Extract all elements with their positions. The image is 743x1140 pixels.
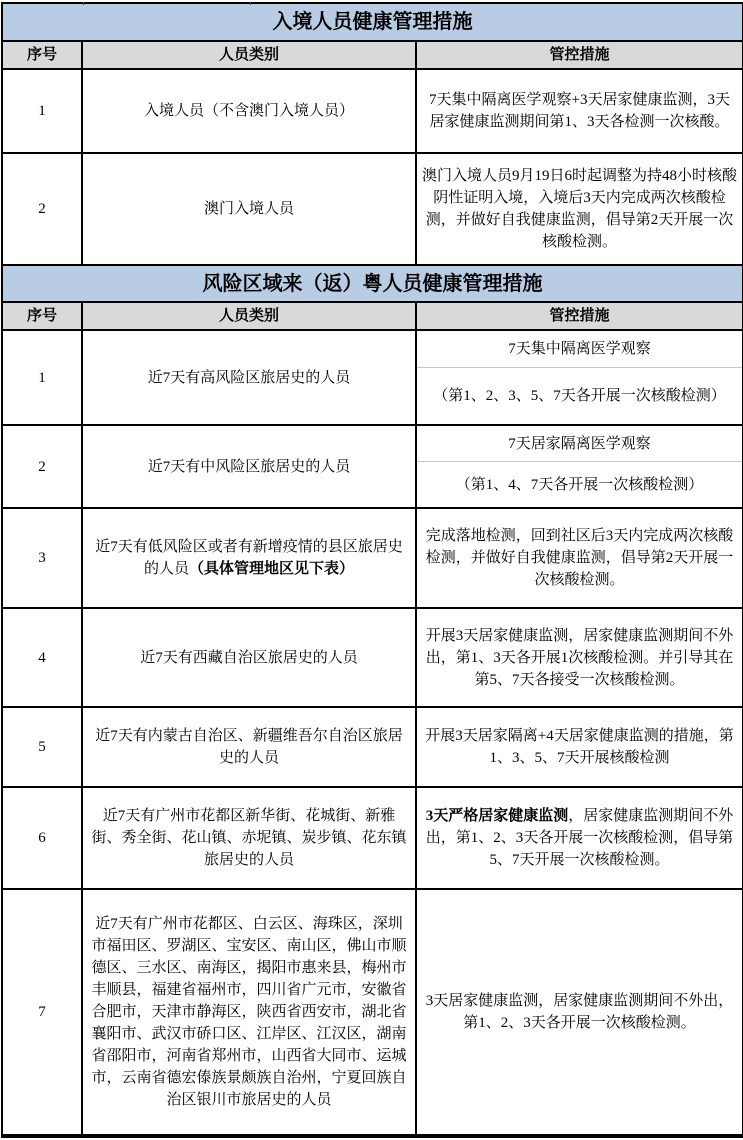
section-2-header-category: 人员类别 bbox=[82, 302, 416, 330]
health-measures-table bbox=[1, 2, 743, 1138]
table-row bbox=[2, 330, 743, 425]
section-2-header-measure: 管控措施 bbox=[416, 302, 743, 330]
table-row bbox=[2, 153, 743, 265]
measure-detail: （第1、4、7天各开展一次核酸检测） bbox=[455, 476, 704, 493]
section-2-title: 风险区域来（返）粤人员健康管理措施 bbox=[2, 265, 743, 302]
measure-primary: 7天集中隔离医学观察 bbox=[417, 331, 742, 368]
page bbox=[0, 2, 743, 1140]
measure-detail: （第1、2、3、5、7天各开展一次核酸检测） bbox=[433, 388, 726, 404]
cell-measure: 开展3天居家健康监测，居家健康监测期间不外出，第1、3天各开展1次核酸检测。并引导其在第5、7天各接受一次核酸检测。 bbox=[416, 608, 743, 707]
cell-index: 1 bbox=[2, 330, 82, 425]
cell-index: 2 bbox=[2, 153, 82, 265]
section-2-header-index: 序号 bbox=[2, 302, 82, 330]
cell-measure bbox=[416, 425, 743, 508]
cell-category: 入境人员（不含澳门入境人员） bbox=[82, 69, 416, 153]
cell-category: 近7天有高风险区旅居史的人员 bbox=[82, 330, 416, 425]
section-1-title: 入境人员健康管理措施 bbox=[2, 3, 743, 41]
table-row bbox=[2, 425, 743, 508]
table-row bbox=[2, 787, 743, 889]
gridline-remnant bbox=[83, 2, 84, 5]
cell-measure: 开展3天居家隔离+4天居家健康监测的措施，第1、3、5、7天开展核酸检测 bbox=[416, 707, 743, 787]
cell-category bbox=[82, 508, 416, 608]
cell-index: 7 bbox=[2, 889, 82, 1136]
cell-category: 澳门入境人员 bbox=[82, 153, 416, 265]
category-text: 近7天有低风险区或者有新增疫情的县区旅居史的人员 bbox=[95, 539, 403, 577]
cell-index: 1 bbox=[2, 69, 82, 153]
section-1-header-measure: 管控措施 bbox=[416, 41, 743, 69]
cell-category: 近7天有内蒙古自治区、新疆维吾尔自治区旅居史的人员 bbox=[82, 707, 416, 787]
cell-measure bbox=[416, 787, 743, 889]
cell-measure: 澳门入境人员9月19日6时起调整为持48小时核酸阴性证明入境，入境后3天内完成两次核酸检测，并做好自我健康监测，倡导第2天开展一次核酸检测。 bbox=[416, 153, 743, 265]
cell-category: 近7天有中风险区旅居史的人员 bbox=[82, 425, 416, 508]
section-1-header-index: 序号 bbox=[2, 41, 82, 69]
cell-index: 4 bbox=[2, 608, 82, 707]
measure-text: ，居家健康监测期间不外出，第1、2、3天各开展一次核酸检测，倡导第5、7天开展一次核酸检测。 bbox=[425, 808, 734, 868]
cell-index: 5 bbox=[2, 707, 82, 787]
cell-category: 近7天有广州市花都区、白云区、海珠区，深圳市福田区、罗湖区、宝安区、南山区，佛山市顺德区、三水区、南海区，揭阳市惠来县，梅州市丰顺县，福建省福州市，四川省广元市，安徽省合肥市，天津市静海区，陕西省西安市，湖北省襄阳市、武汉市硚口区、江岸区、江汉区，湖南省邵阳市，河南省郑州市，山西省大同市、运城市，云南省德宏傣族景颇族自治州，宁夏回族自治区银川市旅居史的人员 bbox=[82, 889, 416, 1136]
category-bold-note: （具体管理地区见下表） bbox=[189, 561, 355, 577]
cell-measure: 7天集中隔离医学观察+3天居家健康监测，3天居家健康监测期间第1、3天各检测一次核酸。 bbox=[416, 69, 743, 153]
table-row bbox=[2, 508, 743, 608]
table-row bbox=[2, 889, 743, 1136]
cell-index: 6 bbox=[2, 787, 82, 889]
cell-index: 3 bbox=[2, 508, 82, 608]
cell-measure: 3天居家健康监测，居家健康监测期间不外出，第1、2、3天各开展一次核酸检测。 bbox=[416, 889, 743, 1136]
gridline-remnant bbox=[250, 2, 251, 5]
measure-primary: 7天居家隔离医学观察 bbox=[417, 426, 742, 462]
cell-measure: 完成落地检测，回到社区后3天内完成两次核酸检测，并做好自我健康监测，倡导第2天开展一次核酸检测。 bbox=[416, 508, 743, 608]
cell-measure bbox=[416, 330, 743, 425]
cell-category: 近7天有广州市花都区新华街、花城街、新雅街、秀全街、花山镇、赤坭镇、炭步镇、花东镇旅居史的人员 bbox=[82, 787, 416, 889]
table-row bbox=[2, 608, 743, 707]
measure-bold-lead: 3天严格居家健康监测 bbox=[425, 808, 569, 824]
cell-index: 2 bbox=[2, 425, 82, 508]
cell-category: 近7天有西藏自治区旅居史的人员 bbox=[82, 608, 416, 707]
table-row bbox=[2, 69, 743, 153]
section-1-header-category: 人员类别 bbox=[82, 41, 416, 69]
table-row bbox=[2, 707, 743, 787]
